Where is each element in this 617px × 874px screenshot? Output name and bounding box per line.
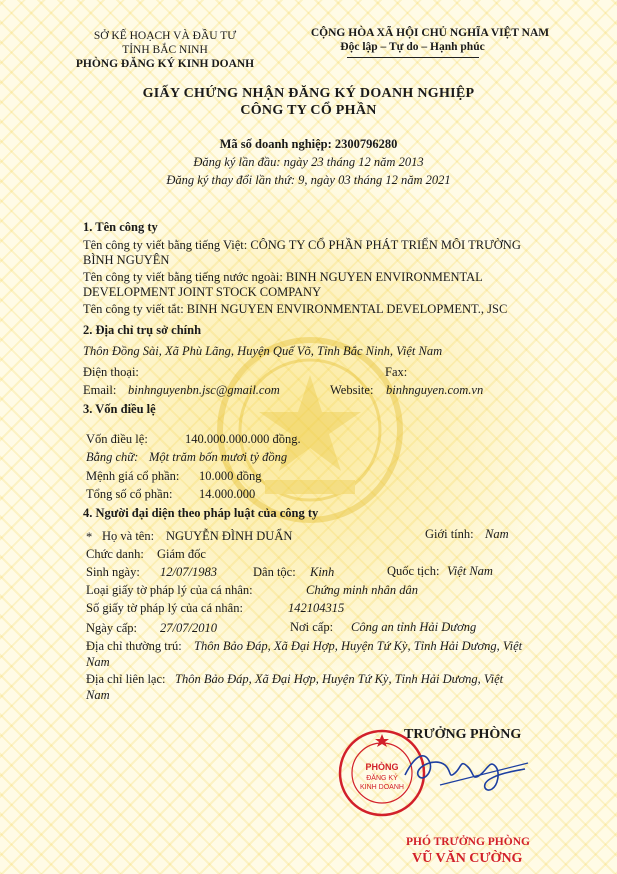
capital-value: 140.000.000.000 đồng. [185, 432, 301, 446]
rep-issue-place-value: Công an tỉnh Hải Dương [351, 620, 477, 634]
website-value: binhnguyen.com.vn [386, 383, 484, 397]
document-title: GIẤY CHỨNG NHẬN ĐĂNG KÝ DOANH NGHIỆP [142, 86, 475, 101]
header-province: TỈNH BẮC NINH [122, 44, 208, 56]
section3-heading: 3. Vốn điều lệ [83, 402, 156, 416]
signer-name: VŨ VĂN CƯỜNG [412, 851, 523, 866]
rep-name-label: Họ và tên: [102, 529, 155, 543]
rep-id-type-label: Loại giấy tờ pháp lý của cá nhân: [86, 583, 253, 597]
phone-label: Điện thoại: [83, 365, 139, 379]
header-office: PHÒNG ĐĂNG KÝ KINH DOANH [75, 58, 255, 70]
svg-text:PHÒNG: PHÒNG [365, 762, 399, 772]
handwritten-signature-icon [400, 745, 530, 795]
motto-underline [347, 57, 479, 58]
rep-permanent-address-line1: Thôn Bảo Đáp, Xã Đại Hợp, Huyện Tứ Kỳ, Tỉnh Hải Dương, Việt [194, 639, 523, 653]
rep-id-number-label: Số giấy tờ pháp lý của cá nhân: [86, 601, 243, 615]
rep-issue-date-value: 27/07/2010 [160, 621, 217, 635]
rep-permanent-address-line2: Nam [86, 655, 110, 669]
rep-dob-label: Sinh ngày: [86, 565, 140, 579]
section1-heading: 1. Tên công ty [83, 220, 158, 234]
rep-nationality-value: Việt Nam [447, 564, 493, 578]
header-country: CỘNG HÒA XÃ HỘI CHỦ NGHĨA VIỆT NAM [310, 27, 550, 39]
svg-text:KINH DOANH: KINH DOANH [360, 784, 404, 791]
total-shares-value: 14.000.000 [199, 487, 256, 501]
first-registration: Đăng ký lần đầu: ngày 23 tháng 12 năm 2013 [193, 155, 424, 169]
company-name-vn-line2: BÌNH NGUYÊN [83, 253, 170, 267]
rep-title-value: Giám đốc [157, 547, 206, 561]
rep-contact-address-line1: Thôn Bảo Đáp, Xã Đại Hợp, Huyện Tứ Kỳ, Tỉnh Hải Dương, Việt [175, 672, 504, 686]
capital-words-value: Một trăm bốn mươi tỷ đồng [149, 450, 288, 464]
capital-label: Vốn điều lệ: [86, 432, 148, 446]
head-of-office-title: TRƯỞNG PHÒNG [404, 727, 522, 742]
deputy-head-title: PHÓ TRƯỞNG PHÒNG [406, 836, 530, 848]
company-name-foreign-line1: Tên công ty viết bằng tiếng nước ngoài: BINH NGUYEN ENVIRONMENTAL [83, 270, 483, 284]
fax-label: Fax: [385, 365, 408, 379]
rep-id-type-value: Chứng minh nhân dân [306, 583, 419, 597]
rep-name-value: NGUYỄN ĐÌNH DUẨN [166, 529, 293, 543]
rep-contact-address-label: Địa chỉ liên lạc: [86, 672, 166, 686]
email-value: binhnguyenbn.jsc@gmail.com [128, 383, 280, 397]
rep-nationality-label: Quốc tịch: [387, 564, 440, 578]
rep-issue-date-label: Ngày cấp: [86, 621, 138, 635]
rep-ethnic-label: Dân tộc: [253, 565, 296, 579]
rep-issue-place-label: Nơi cấp: [290, 620, 334, 634]
header-ministry: SỞ KẾ HOẠCH VÀ ĐẦU TƯ [93, 30, 237, 42]
rep-id-number-value: 142104315 [288, 601, 345, 615]
svg-text:ĐĂNG KÝ: ĐĂNG KÝ [366, 775, 398, 782]
rep-gender-label: Giới tính: [425, 527, 474, 541]
rep-gender-value: Nam [485, 527, 509, 541]
capital-words-label: Bằng chữ: [86, 450, 139, 464]
bullet-marker: * [86, 530, 93, 544]
rep-ethnic-value: Kinh [310, 565, 335, 579]
company-name-foreign-line2: DEVELOPMENT JOINT STOCK COMPANY [83, 285, 322, 299]
par-value: 10.000 đồng [199, 469, 262, 483]
document-subtitle: CÔNG TY CỔ PHẦN [240, 103, 377, 118]
change-registration: Đăng ký thay đổi lần thứ: 9, ngày 03 tháng 12 năm 2021 [166, 173, 451, 187]
par-value-label: Mệnh giá cổ phần: [86, 469, 180, 483]
rep-permanent-address-label: Địa chỉ thường trú: [86, 639, 182, 653]
company-short-name: Tên công ty viết tắt: BINH NGUYEN ENVIRONMENTAL DEVELOPMENT., JSC [83, 302, 508, 316]
section4-heading: 4. Người đại diện theo pháp luật của công ty [83, 506, 319, 520]
website-label: Website: [330, 383, 374, 397]
header-motto: Độc lập – Tự do – Hạnh phúc [340, 41, 485, 53]
company-name-vn-line1: Tên công ty viết bằng tiếng Việt: CÔNG TY CỔ PHẦN PHÁT TRIỂN MÔI TRƯỜNG [83, 238, 521, 252]
email-label: Email: [83, 383, 117, 397]
head-office-address: Thôn Đồng Sài, Xã Phù Lãng, Huyện Quế Võ, Tỉnh Bắc Ninh, Việt Nam [83, 344, 443, 358]
total-shares-label: Tổng số cổ phần: [86, 487, 173, 501]
rep-title-label: Chức danh: [86, 547, 144, 561]
rep-contact-address-line2: Nam [86, 688, 110, 702]
enterprise-code: Mã số doanh nghiệp: 2300796280 [219, 137, 398, 151]
section2-heading: 2. Địa chỉ trụ sở chính [83, 323, 202, 337]
rep-dob-value: 12/07/1983 [160, 565, 217, 579]
